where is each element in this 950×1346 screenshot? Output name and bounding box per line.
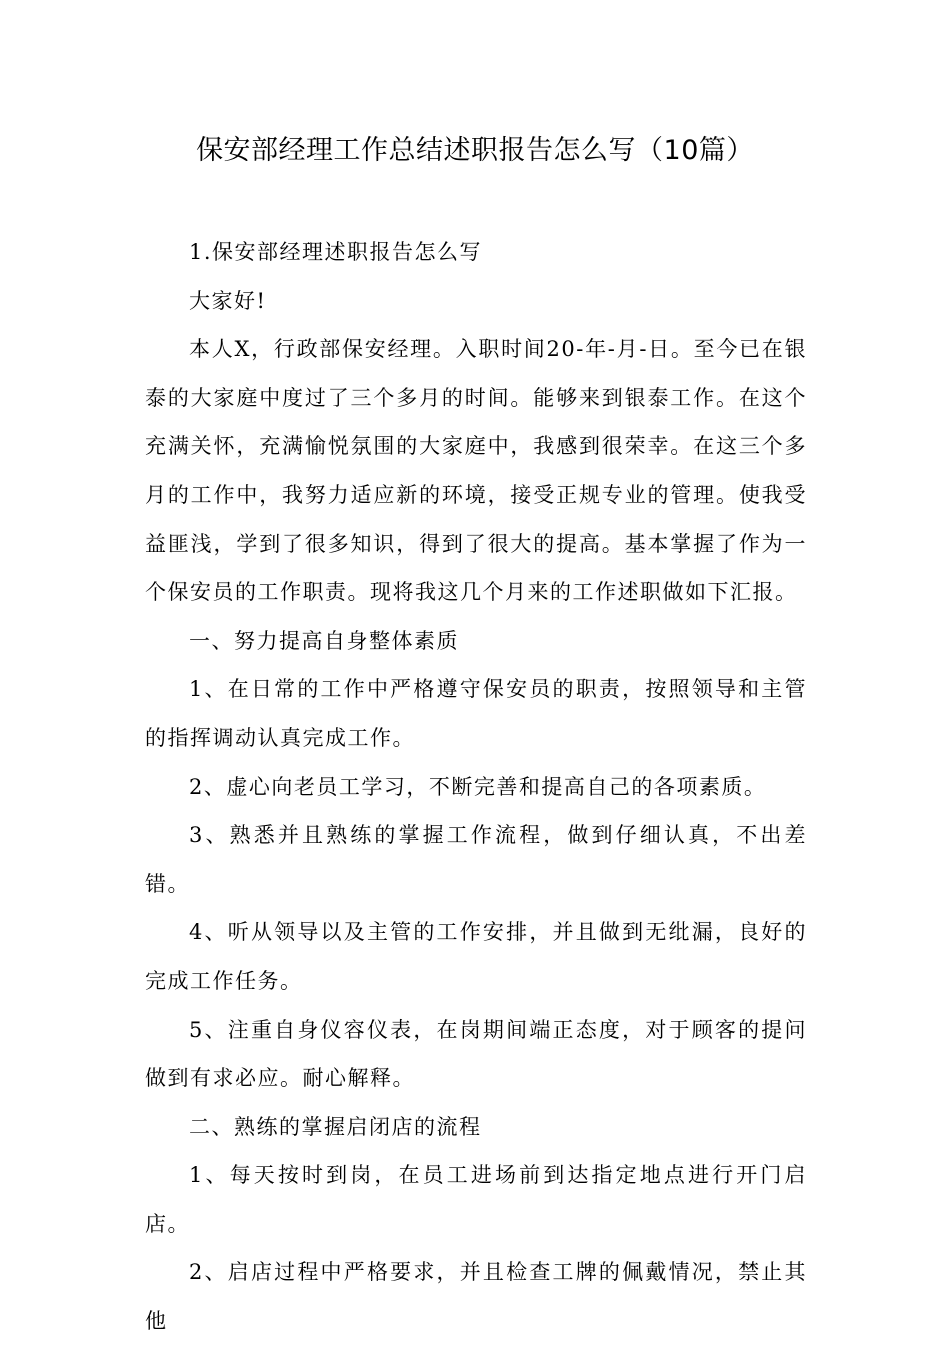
paragraph-item: 3、熟悉并且熟练的掌握工作流程，做到仔细认真，不出差错。 (145, 823, 807, 896)
document-title: 保安部经理工作总结述职报告怎么写（10篇） (196, 135, 754, 166)
paragraph-item: 4、听从领导以及主管的工作安排，并且做到无纰漏，良好的完成工作任务。 (145, 920, 807, 993)
paragraph-section-heading: 1.保安部经理述职报告怎么写 (189, 240, 483, 264)
paragraph-item: 1、每天按时到岗，在员工进场前到达指定地点进行开门启店。 (145, 1163, 807, 1236)
paragraph-item: 5、注重自身仪容仪表，在岗期间端正态度，对于顾客的提问做到有求必应。耐心解释。 (145, 1017, 807, 1091)
paragraph-heading-one: 一、努力提高自身整体素质 (189, 628, 459, 653)
paragraph-greeting: 大家好! (189, 288, 267, 313)
document-body (145, 228, 807, 1346)
paragraph-heading-two: 二、熟练的掌握启闭店的流程 (189, 1114, 482, 1139)
paragraph-introduction: 本人X，行政部保安经理。入职时间20-年-月-日。至今已在银泰的大家庭中度过了三个多月的时间。能够来到银泰工作。在这个充满关怀，充满愉悦氛围的大家庭中，我感到很荣幸。在这三个多月的工作中，我努力适应新的环境，接受正规专业的管理。使我受益匪浅，学到了很多知识，得到了很大的提高。基本掌握了作为一个保安员的工作职责。现将我这几个月来的工作述职做如下汇报。 (145, 337, 807, 605)
paragraph-item: 2、启店过程中严格要求，并且检查工牌的佩戴情况，禁止其他 (145, 1260, 807, 1334)
paragraph-item: 2、虚心向老员工学习，不断完善和提高自己的各项素质。 (189, 774, 767, 799)
paragraph-item: 1、在日常的工作中严格遵守保安员的职责，按照领导和主管的指挥调动认真完成工作。 (145, 677, 807, 750)
